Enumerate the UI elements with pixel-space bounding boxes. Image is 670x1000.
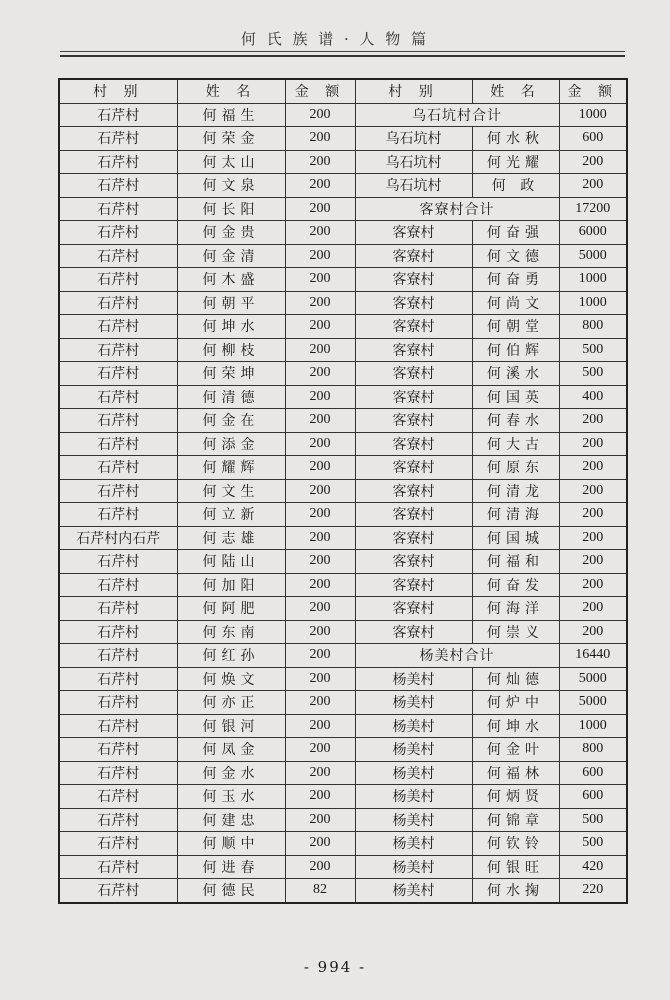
village-cell: 石芹村 xyxy=(59,127,177,151)
village-cell: 客寮村 xyxy=(355,479,472,503)
table-row xyxy=(59,550,627,574)
table-row xyxy=(59,879,627,903)
table-row xyxy=(59,409,627,433)
village-cell: 乌石坑村 xyxy=(355,150,472,174)
name-cell: 何进春 xyxy=(177,855,285,879)
table-row xyxy=(59,221,627,245)
amount-cell: 200 xyxy=(285,573,355,597)
table-row xyxy=(59,691,627,715)
table-row xyxy=(59,714,627,738)
village-cell: 石芹村 xyxy=(59,738,177,762)
village-cell: 客寮村 xyxy=(355,597,472,621)
page-header: 何 氏 族 谱 · 人 物 篇 xyxy=(240,30,430,48)
table-row xyxy=(59,268,627,292)
village-cell: 石芹村 xyxy=(59,362,177,386)
name-cell: 何溪水 xyxy=(472,362,559,386)
village-cell: 客寮村 xyxy=(355,291,472,315)
name-cell: 何东南 xyxy=(177,620,285,644)
table-row xyxy=(59,620,627,644)
name-cell: 何银河 xyxy=(177,714,285,738)
amount-cell: 200 xyxy=(285,479,355,503)
column-header-name: 姓 名 xyxy=(177,79,285,103)
column-header-amount: 金 额 xyxy=(285,79,355,103)
village-cell: 石芹村 xyxy=(59,573,177,597)
amount-cell: 200 xyxy=(285,456,355,480)
village-cell: 客寮村 xyxy=(355,573,472,597)
amount-cell: 1000 xyxy=(559,291,627,315)
amount-cell: 200 xyxy=(285,174,355,198)
amount-cell: 200 xyxy=(559,479,627,503)
village-cell: 杨美村 xyxy=(355,738,472,762)
total-amount-cell: 1000 xyxy=(559,103,627,127)
name-cell: 何凤金 xyxy=(177,738,285,762)
village-cell: 客寮村 xyxy=(355,526,472,550)
name-cell: 何文泉 xyxy=(177,174,285,198)
village-cell: 乌石坑村 xyxy=(355,127,472,151)
amount-cell: 200 xyxy=(285,150,355,174)
name-cell: 何红孙 xyxy=(177,644,285,668)
table-row xyxy=(59,432,627,456)
name-cell: 何耀辉 xyxy=(177,456,285,480)
amount-cell: 500 xyxy=(559,808,627,832)
name-cell: 何柳枝 xyxy=(177,338,285,362)
column-header-village: 村 别 xyxy=(59,79,177,103)
name-cell: 何原东 xyxy=(472,456,559,480)
table-row xyxy=(59,174,627,198)
total-amount-cell: 16440 xyxy=(559,644,627,668)
name-cell: 何坤水 xyxy=(177,315,285,339)
name-cell: 何金水 xyxy=(177,761,285,785)
village-cell: 客寮村 xyxy=(355,385,472,409)
amount-cell: 200 xyxy=(559,620,627,644)
village-cell: 杨美村 xyxy=(355,832,472,856)
name-cell: 何文生 xyxy=(177,479,285,503)
amount-cell: 200 xyxy=(285,221,355,245)
village-cell: 客寮村 xyxy=(355,432,472,456)
name-cell: 何福林 xyxy=(472,761,559,785)
name-cell: 何金在 xyxy=(177,409,285,433)
village-cell: 石芹村 xyxy=(59,597,177,621)
name-cell: 何朝堂 xyxy=(472,315,559,339)
amount-cell: 200 xyxy=(285,785,355,809)
village-cell: 石芹村 xyxy=(59,244,177,268)
name-cell: 何海洋 xyxy=(472,597,559,621)
name-cell: 何立新 xyxy=(177,503,285,527)
name-cell: 何荣坤 xyxy=(177,362,285,386)
table-row xyxy=(59,150,627,174)
name-cell: 何建忠 xyxy=(177,808,285,832)
name-cell: 何坤水 xyxy=(472,714,559,738)
name-cell: 何崇义 xyxy=(472,620,559,644)
village-cell: 客寮村 xyxy=(355,338,472,362)
village-cell: 客寮村 xyxy=(355,409,472,433)
village-cell: 杨美村 xyxy=(355,761,472,785)
column-header-village: 村 别 xyxy=(355,79,472,103)
village-cell: 杨美村 xyxy=(355,785,472,809)
name-cell: 何朝平 xyxy=(177,291,285,315)
name-cell: 何金清 xyxy=(177,244,285,268)
amount-cell: 200 xyxy=(559,174,627,198)
amount-cell: 1000 xyxy=(559,714,627,738)
village-cell: 石芹村 xyxy=(59,620,177,644)
amount-cell: 200 xyxy=(559,573,627,597)
table-row xyxy=(59,667,627,691)
amount-cell: 200 xyxy=(285,855,355,879)
amount-cell: 200 xyxy=(559,432,627,456)
name-cell: 何炳贤 xyxy=(472,785,559,809)
village-cell: 石芹村内石芹 xyxy=(59,526,177,550)
table-row xyxy=(59,526,627,550)
name-cell: 何水秋 xyxy=(472,127,559,151)
village-cell: 石芹村 xyxy=(59,832,177,856)
amount-cell: 200 xyxy=(559,456,627,480)
village-cell: 杨美村 xyxy=(355,855,472,879)
name-cell: 何国城 xyxy=(472,526,559,550)
village-cell: 石芹村 xyxy=(59,150,177,174)
village-cell: 杨美村 xyxy=(355,714,472,738)
village-cell: 石芹村 xyxy=(59,315,177,339)
amount-cell: 200 xyxy=(285,597,355,621)
village-cell: 石芹村 xyxy=(59,761,177,785)
village-cell: 客寮村 xyxy=(355,550,472,574)
name-cell: 何长阳 xyxy=(177,197,285,221)
amount-cell: 800 xyxy=(559,315,627,339)
name-cell: 何清龙 xyxy=(472,479,559,503)
village-cell: 石芹村 xyxy=(59,879,177,903)
name-cell: 何文德 xyxy=(472,244,559,268)
amount-cell: 200 xyxy=(285,691,355,715)
village-cell: 杨美村 xyxy=(355,667,472,691)
table-row xyxy=(59,456,627,480)
village-cell: 石芹村 xyxy=(59,174,177,198)
amount-cell: 200 xyxy=(285,338,355,362)
name-cell: 何金叶 xyxy=(472,738,559,762)
table-row xyxy=(59,244,627,268)
name-cell: 何灿德 xyxy=(472,667,559,691)
village-cell: 石芹村 xyxy=(59,479,177,503)
amount-cell: 600 xyxy=(559,761,627,785)
name-cell: 何国英 xyxy=(472,385,559,409)
village-cell: 石芹村 xyxy=(59,291,177,315)
village-cell: 石芹村 xyxy=(59,785,177,809)
table-row xyxy=(59,503,627,527)
name-cell: 何清德 xyxy=(177,385,285,409)
name-cell: 何添金 xyxy=(177,432,285,456)
amount-cell: 200 xyxy=(285,526,355,550)
column-header-name: 姓 名 xyxy=(472,79,559,103)
amount-cell: 200 xyxy=(559,597,627,621)
village-cell: 石芹村 xyxy=(59,691,177,715)
name-cell: 何光耀 xyxy=(472,150,559,174)
name-cell: 何银旺 xyxy=(472,855,559,879)
name-cell: 何炉中 xyxy=(472,691,559,715)
name-cell: 何奋强 xyxy=(472,221,559,245)
table-row xyxy=(59,855,627,879)
name-cell: 何水掬 xyxy=(472,879,559,903)
amount-cell: 200 xyxy=(285,127,355,151)
amount-cell: 600 xyxy=(559,785,627,809)
amount-cell: 200 xyxy=(285,832,355,856)
amount-cell: 5000 xyxy=(559,691,627,715)
name-cell: 何玉水 xyxy=(177,785,285,809)
name-cell: 何荣金 xyxy=(177,127,285,151)
donation-table xyxy=(58,78,628,904)
name-cell: 何清海 xyxy=(472,503,559,527)
name-cell: 何钦铃 xyxy=(472,832,559,856)
name-cell: 何尚文 xyxy=(472,291,559,315)
table-row xyxy=(59,761,627,785)
table-row xyxy=(59,127,627,151)
name-cell: 何焕文 xyxy=(177,667,285,691)
amount-cell: 200 xyxy=(285,197,355,221)
name-cell: 何木盛 xyxy=(177,268,285,292)
table-row xyxy=(59,597,627,621)
table-row xyxy=(59,479,627,503)
name-cell: 何大古 xyxy=(472,432,559,456)
name-cell: 何加阳 xyxy=(177,573,285,597)
name-cell: 何德民 xyxy=(177,879,285,903)
amount-cell: 200 xyxy=(559,550,627,574)
table-row xyxy=(59,785,627,809)
village-cell: 杨美村 xyxy=(355,808,472,832)
name-cell: 何陆山 xyxy=(177,550,285,574)
village-cell: 石芹村 xyxy=(59,221,177,245)
village-cell: 客寮村 xyxy=(355,456,472,480)
village-cell: 石芹村 xyxy=(59,456,177,480)
amount-cell: 500 xyxy=(559,362,627,386)
name-cell: 何阿肥 xyxy=(177,597,285,621)
amount-cell: 5000 xyxy=(559,667,627,691)
village-cell: 客寮村 xyxy=(355,315,472,339)
amount-cell: 200 xyxy=(559,526,627,550)
table-row xyxy=(59,338,627,362)
village-cell: 杨美村 xyxy=(355,879,472,903)
header-rule-thick xyxy=(60,55,625,57)
village-cell: 石芹村 xyxy=(59,268,177,292)
village-cell: 石芹村 xyxy=(59,409,177,433)
name-cell: 何锦章 xyxy=(472,808,559,832)
table-row xyxy=(59,362,627,386)
total-amount-cell: 17200 xyxy=(559,197,627,221)
amount-cell: 200 xyxy=(285,385,355,409)
table-row xyxy=(59,197,627,221)
page-number: - 994 - xyxy=(303,958,367,976)
amount-cell: 200 xyxy=(285,761,355,785)
village-cell: 客寮村 xyxy=(355,244,472,268)
amount-cell: 200 xyxy=(285,620,355,644)
name-cell: 何顺中 xyxy=(177,832,285,856)
village-cell: 石芹村 xyxy=(59,338,177,362)
name-cell: 何志雄 xyxy=(177,526,285,550)
village-cell: 客寮村 xyxy=(355,268,472,292)
name-cell: 何金贵 xyxy=(177,221,285,245)
village-cell: 石芹村 xyxy=(59,385,177,409)
table-row xyxy=(59,291,627,315)
column-header-amount: 金 额 xyxy=(559,79,627,103)
amount-cell: 200 xyxy=(285,362,355,386)
name-cell: 何福和 xyxy=(472,550,559,574)
amount-cell: 200 xyxy=(285,291,355,315)
amount-cell: 200 xyxy=(285,644,355,668)
village-cell: 客寮村 xyxy=(355,620,472,644)
village-total-cell: 乌石坑村合计 xyxy=(355,103,559,127)
village-cell: 杨美村 xyxy=(355,691,472,715)
table-row xyxy=(59,573,627,597)
village-cell: 客寮村 xyxy=(355,362,472,386)
table-row xyxy=(59,385,627,409)
name-cell: 何福生 xyxy=(177,103,285,127)
village-cell: 客寮村 xyxy=(355,221,472,245)
amount-cell: 200 xyxy=(285,808,355,832)
amount-cell: 200 xyxy=(285,667,355,691)
amount-cell: 82 xyxy=(285,879,355,903)
table-row xyxy=(59,808,627,832)
table-row xyxy=(59,738,627,762)
village-total-cell: 杨美村合计 xyxy=(355,644,559,668)
amount-cell: 6000 xyxy=(559,221,627,245)
amount-cell: 200 xyxy=(559,409,627,433)
amount-cell: 1000 xyxy=(559,268,627,292)
amount-cell: 200 xyxy=(285,315,355,339)
table-row xyxy=(59,644,627,668)
village-cell: 石芹村 xyxy=(59,432,177,456)
header-rule xyxy=(60,51,625,52)
village-cell: 石芹村 xyxy=(59,197,177,221)
name-cell: 何 政 xyxy=(472,174,559,198)
amount-cell: 400 xyxy=(559,385,627,409)
amount-cell: 800 xyxy=(559,738,627,762)
name-cell: 何太山 xyxy=(177,150,285,174)
amount-cell: 200 xyxy=(285,103,355,127)
village-cell: 石芹村 xyxy=(59,550,177,574)
village-total-cell: 客寮村合计 xyxy=(355,197,559,221)
name-cell: 何奋发 xyxy=(472,573,559,597)
amount-cell: 200 xyxy=(285,503,355,527)
table-row xyxy=(59,832,627,856)
amount-cell: 500 xyxy=(559,338,627,362)
amount-cell: 200 xyxy=(285,738,355,762)
village-cell: 客寮村 xyxy=(355,503,472,527)
table-row xyxy=(59,315,627,339)
village-cell: 石芹村 xyxy=(59,714,177,738)
amount-cell: 200 xyxy=(285,432,355,456)
amount-cell: 420 xyxy=(559,855,627,879)
village-cell: 石芹村 xyxy=(59,667,177,691)
name-cell: 何伯辉 xyxy=(472,338,559,362)
village-cell: 石芹村 xyxy=(59,644,177,668)
amount-cell: 600 xyxy=(559,127,627,151)
table-header-row xyxy=(59,79,627,103)
village-cell: 乌石坑村 xyxy=(355,174,472,198)
amount-cell: 500 xyxy=(559,832,627,856)
amount-cell: 200 xyxy=(285,409,355,433)
amount-cell: 200 xyxy=(285,550,355,574)
village-cell: 石芹村 xyxy=(59,808,177,832)
name-cell: 何奋勇 xyxy=(472,268,559,292)
amount-cell: 200 xyxy=(285,268,355,292)
amount-cell: 220 xyxy=(559,879,627,903)
village-cell: 石芹村 xyxy=(59,855,177,879)
village-cell: 石芹村 xyxy=(59,503,177,527)
name-cell: 何春水 xyxy=(472,409,559,433)
amount-cell: 200 xyxy=(559,150,627,174)
table-row xyxy=(59,103,627,127)
name-cell: 何亦正 xyxy=(177,691,285,715)
amount-cell: 5000 xyxy=(559,244,627,268)
village-cell: 石芹村 xyxy=(59,103,177,127)
amount-cell: 200 xyxy=(285,714,355,738)
amount-cell: 200 xyxy=(559,503,627,527)
amount-cell: 200 xyxy=(285,244,355,268)
